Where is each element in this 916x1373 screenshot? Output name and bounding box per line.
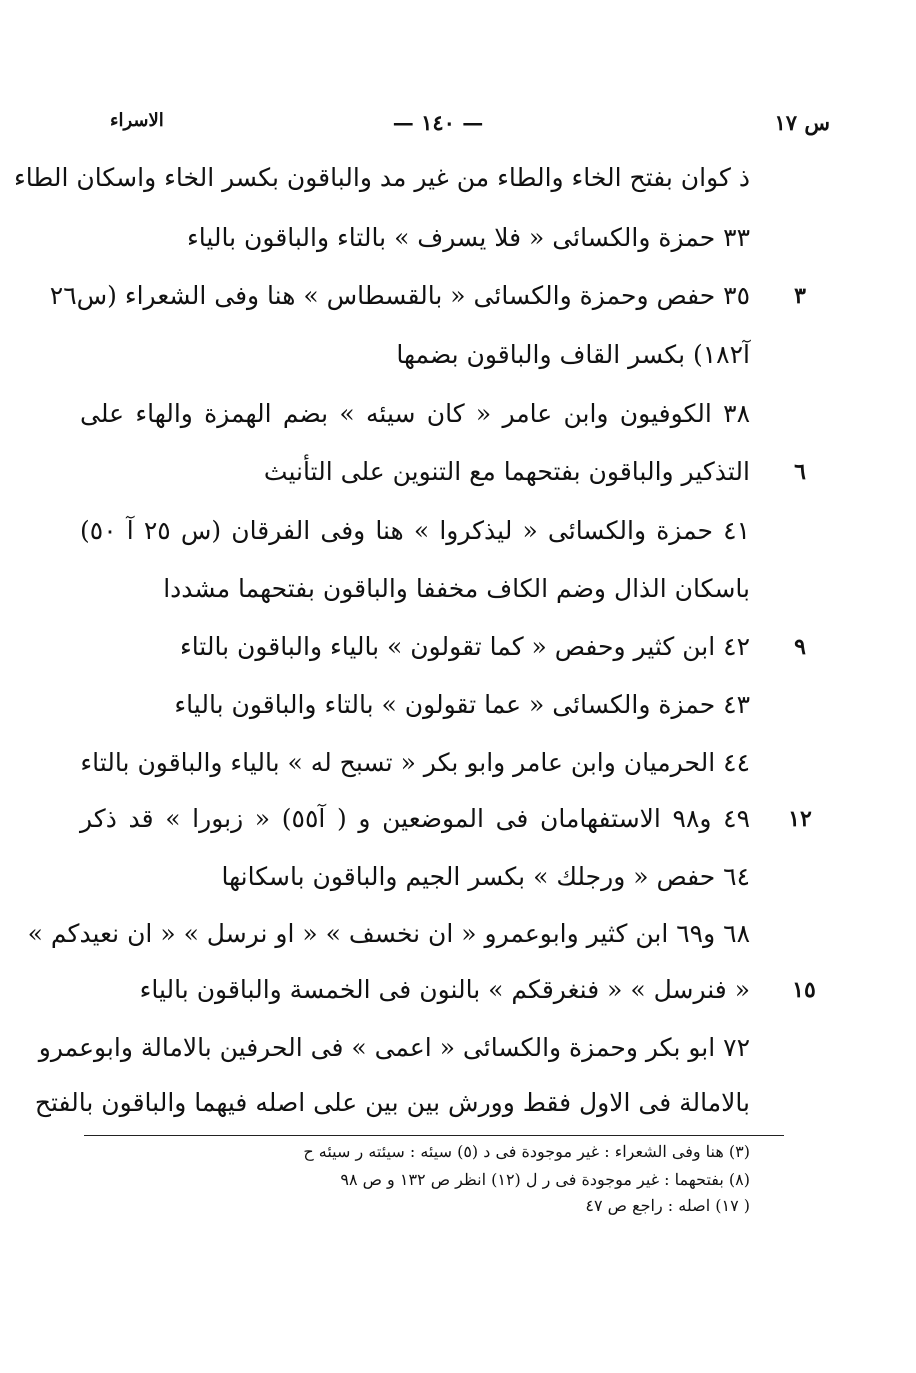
text-line: ٤٩ و٩٨ الاستفهامان فى الموضعين و ( آ٥٥) « زبورا » قد ذكر: [80, 804, 750, 833]
text-line: ٦٨ و٦٩ ابن كثير وابوعمرو « ان نخسف » « او نرسل » « ان نعيدكم »: [27, 919, 750, 948]
text-line: ٣٨ الكوفيون وابن عامر « كان سيئه » بضم الهمزة والهاء على: [80, 399, 750, 428]
footnote-divider: [84, 1135, 784, 1136]
line-number-marker: ٦: [794, 459, 806, 485]
line-number-marker: ٩: [794, 634, 806, 660]
text-line: ٤٢ ابن كثير وحفص « كما تقولون » بالياء والباقون بالتاء: [179, 632, 750, 661]
text-line: ٤٤ الحرميان وابن عامر وابو بكر « تسبح له » بالياء والباقون بالتاء: [80, 748, 750, 777]
line-number-marker: ١٢: [788, 806, 812, 832]
text-line: « فنرسل » « فنغرقكم » بالنون فى الخمسة والباقون بالياء: [139, 975, 750, 1004]
line-number-marker: ١٥: [792, 977, 816, 1003]
line-number-marker: ٣: [794, 283, 806, 309]
text-line: ٤٣ حمزة والكسائى « عما تقولون » بالتاء والباقون بالياء: [174, 690, 750, 719]
text-line: ذ كوان بفتح الخاء والطاء من غير مد والباقون بكسر الخاء واسكان الطاء: [14, 163, 750, 192]
text-line: آ١٨٢) بكسر القاف والباقون بضمها: [396, 340, 750, 369]
text-line: ٦٤ حفص « ورجلك » بكسر الجيم والباقون باسكانها: [221, 862, 750, 891]
text-line: بالامالة فى الاول فقط وورش بين بين على اصله فيهما والباقون بالفتح: [34, 1088, 750, 1117]
footnote-line: ( ١٧) اصله : راجع ص ٤٧: [585, 1196, 750, 1215]
footnote-line: (٣) هنا وفى الشعراء : غير موجودة فى د (٥) سيئه : سيئته ر سيئه ح: [303, 1142, 750, 1161]
text-line: التذكير والباقون بفتحهما مع التنوين على التأنيث: [263, 457, 750, 486]
text-line: باسكان الذال وضم الكاف مخففا والباقون بفتحهما مشددا: [163, 574, 750, 603]
text-line: ٣٣ حمزة والكسائى « فلا يسرف » بالتاء والباقون بالياء: [186, 223, 750, 252]
surah-name: الاسراء: [110, 110, 164, 131]
footnote-line: (٨) بفتحهما : غير موجودة فى ر ل (١٢) انظر ص ١٣٢ و ص ٩٨: [340, 1170, 750, 1189]
text-line: ٣٥ حفص وحمزة والكسائى « بالقسطاس » هنا وفى الشعراء (س٢٦: [49, 281, 750, 310]
page-number: — ١٤٠ —: [392, 110, 484, 135]
text-line: ٤١ حمزة والكسائى « ليذكروا » هنا وفى الفرقان (س ٢٥ آ ٥٠): [80, 516, 751, 545]
surah-verse-ref: س ١٧: [774, 110, 830, 135]
text-line: ٧٢ ابو بكر وحمزة والكسائى « اعمى » فى الحرفين بالامالة وابوعمرو: [38, 1033, 750, 1062]
